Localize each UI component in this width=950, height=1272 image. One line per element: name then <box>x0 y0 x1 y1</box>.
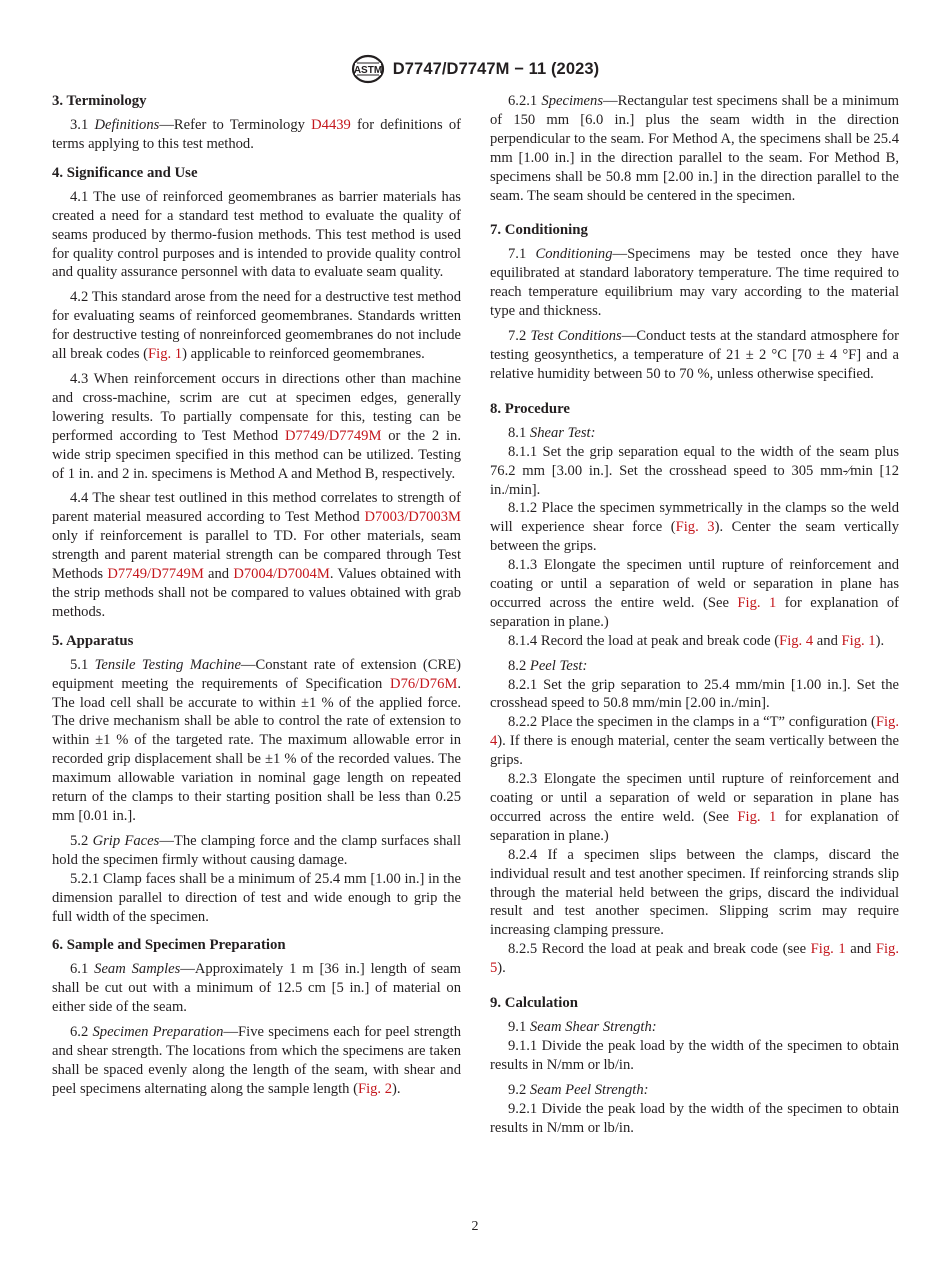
paragraph-9-1-1: 9.1.1 Divide the peak load by the width of the specimen to obtain results in N/mm or lb/in. <box>490 1037 899 1073</box>
paragraph-8-2-2: 8.2.2 Place the specimen in the clamps in a “T” configuration (Fig. 4). If there is enough material, center the seam vertically between the grips. <box>490 714 899 769</box>
link-d7749[interactable]: D7749/D7749M <box>107 566 204 583</box>
paragraph-4-2: 4.2 This standard arose from the need for a destructive test method for evaluating seams of reinforced geomembranes. Standards written for destructive testing of nonreinforced geomembranes do not include all break codes (Fig. 1) applicable to reinforced geomembranes. <box>52 289 461 363</box>
paragraph-8-2-3: 8.2.3 Elongate the specimen until rupture of reinforcement and coating or until a separation of weld or separation in plane has occurred across the entire weld. (See Fig. 1 for explanation of separation in plane.) <box>490 771 900 844</box>
link-fig-1[interactable]: Fig. 1 <box>737 808 777 825</box>
section-heading-sample-prep: 6. Sample and Specimen Preparation <box>52 937 286 954</box>
section-heading-significance: 4. Significance and Use <box>52 164 198 181</box>
paragraph-9-1: 9.1 Seam Shear Strength: <box>508 1019 657 1036</box>
paragraph-4-3: 4.3 When reinforcement occurs in directions other than machine and cross-machine, scrim are cut at specimen edges, generally lowering results. To partially compensate for this, testing can be performed according to Test Method D7749/D7749M or the 2 in. wide strip specimen specified in this method can be utilized. Testing of 1 in. and 2 in. specimens is Method A and Method B, respectively. <box>52 370 461 482</box>
section-heading-terminology: 3. Terminology <box>52 93 147 109</box>
paragraph-8-1: 8.1 Shear Test: <box>508 424 596 441</box>
link-d7003[interactable]: D7003/D7003M <box>364 509 461 526</box>
section-heading-procedure: 8. Procedure <box>490 400 570 417</box>
paragraph-8-1-2: 8.1.2 Place the specimen symmetrically in the clamps so the weld will experience shear force (Fig. 3). Center the seam vertically between the grips. <box>490 500 900 555</box>
paragraph-8-1-4: 8.1.4 Record the load at peak and break code (Fig. 4 and Fig. 1). <box>508 632 885 649</box>
link-d7749[interactable]: D7749/D7749M <box>284 427 382 444</box>
paragraph-6-2: 6.2 Specimen Preparation—Five specimens each for peel strength and shear strength. The locations from which the specimens are taken shall be spaced evenly along the length of the seam, with shear and peel specimens alternating along the sample length (Fig. 2). <box>52 1024 461 1097</box>
link-fig-1[interactable]: Fig. 1 <box>148 346 183 363</box>
link-fig-5[interactable]: Fig. 5 <box>490 941 900 977</box>
paragraph-9-2: 9.2 Seam Peel Strength: <box>508 1081 649 1098</box>
section-heading-calculation: 9. Calculation <box>490 995 578 1012</box>
link-fig-3[interactable]: Fig. 3 <box>675 519 715 536</box>
link-d76[interactable]: D76/D76M <box>390 675 458 692</box>
link-d4439[interactable]: D4439 <box>311 117 351 133</box>
svg-text:ASTM: ASTM <box>353 65 382 76</box>
link-fig-4[interactable]: Fig. 4 <box>779 632 814 649</box>
paragraph-8-2: 8.2 Peel Test: <box>508 657 588 674</box>
paragraph-8-2-5: 8.2.5 Record the load at peak and break code (see Fig. 1 and Fig. 5). <box>490 941 900 977</box>
paragraph-8-2-4: 8.2.4 If a specimen slips between the clamps, discard the individual result and test another specimen. If reinforcing strands slip through the material held between the grips, discard the individual result and test another specimen. Slipping scrim may require increasing clamping pressure. <box>490 846 899 939</box>
paragraph-4-1: 4.1 The use of reinforced geomembranes as barrier materials has created a need for a standard test method to evaluate the quality of seams produced by thermo-fusion methods. This test method is used for quality control purposes and is intended to provide quality control and quality assurance personnel with data to evaluate seam quality. <box>52 188 461 281</box>
paragraph-3-1: 3.1 Definitions—Refer to Terminology D4439 for definitions of terms applying to this test method. <box>52 117 461 152</box>
left-column <box>52 92 461 1099</box>
standard-designation: D7747/D7747M − 11 (2023) <box>392 59 600 78</box>
paragraph-7-2: 7.2 Test Conditions—Conduct tests at the standard atmosphere for testing geosynthetics, a temperature of 21 ± 2 °C [70 ± 4 °F] and a relative humidity between 50 to 70 %, unless otherwise specified. <box>490 328 900 382</box>
link-fig-1[interactable]: Fig. 1 <box>737 594 777 611</box>
paragraph-5-1: 5.1 Tensile Testing Machine—Constant rate of extension (CRE) equipment meeting the requirements of Specification D76/D76M. The load cell shall be accurate to within ±1 % of the applied force. The drive mechanism shall be able to control the rate of extension to within ±1 % of the targeted rate. The maximum allowable error in recorded grip displacement shall be ±1 % of the recorded values. The maximum allowable variation in nominal gage length on repeated return of the clamps to their starting position shall be less than 0.25 mm [0.01 in.]. <box>52 656 461 824</box>
paragraph-5-2: 5.2 Grip Faces—The clamping force and the clamp surfaces shall hold the specimen firmly without causing damage. <box>52 832 461 868</box>
right-column <box>490 92 899 1138</box>
paragraph-8-1-1: 8.1.1 Set the grip separation equal to the width of the seam plus 76.2 mm [3.00 in.]. Set the crosshead speed to 305 mm-⁄min [12 in./min]. <box>490 443 899 498</box>
paragraph-9-2-1: 9.2.1 Divide the peak load by the width of the specimen to obtain results in N/mm or lb/in. <box>490 1100 899 1136</box>
page-header <box>0 52 950 86</box>
paragraph-4-4: 4.4 The shear test outlined in this method correlates to strength of parent material measured according to Test Method D7003/D7003M only if reinforcement is parallel to TD. For other materials, seam strength and parent material strength can be compared through Test Methods D7749/D7749M and D7004/D7004M. Values obtained with the strip methods shall not be compared to values obtained with grab methods. <box>52 490 461 620</box>
paragraph-5-2-1: 5.2.1 Clamp faces shall be a minimum of 25.4 mm [1.00 in.] in the dimension parallel to direction of test and wide enough to grip the full width of the specimen. <box>52 870 461 925</box>
paragraph-8-1-3: 8.1.3 Elongate the specimen until rupture of reinforcement and coating or until a separation of weld or separation in plane has occurred across the entire weld. (See Fig. 1 for explanation of separation in plane.) <box>490 557 900 630</box>
link-fig-1[interactable]: Fig. 1 <box>810 941 846 958</box>
paragraph-7-1: 7.1 Conditioning—Specimens may be tested once they have equilibrated at standard laboratory temperature. The time required to reach temperature equilibrium may vary according to the material type and thickness. <box>490 246 899 320</box>
section-heading-conditioning: 7. Conditioning <box>490 222 588 239</box>
page-number: 2 <box>471 1219 479 1234</box>
astm-logo-icon <box>351 54 385 84</box>
paragraph-6-2-1: 6.2.1 Specimens—Rectangular test specimens shall be a minimum of 150 mm [6.0 in.] plus the seam width in the direction perpendicular to the seam. For Method A, the specimens shall be 25.4 mm [1.00 in.] in the direction parallel to the seam. For Method B, specimens shall be 50.8 mm [2.00 in.] in the direction parallel to the seam. The seam should be centered in the specimen. <box>490 93 899 204</box>
link-fig-4[interactable]: Fig. 4 <box>490 714 899 750</box>
section-heading-apparatus: 5. Apparatus <box>52 632 134 649</box>
link-fig-1[interactable]: Fig. 1 <box>841 632 876 649</box>
link-d7004[interactable]: D7004/D7004M <box>233 566 330 583</box>
paragraph-6-1: 6.1 Seam Samples—Approximately 1 m [36 in.] length of seam shall be cut out with a minimum of 12.5 cm [5 in.] of material on either side of the seam. <box>52 961 461 1016</box>
link-fig-2[interactable]: Fig. 2 <box>357 1080 393 1097</box>
paragraph-8-2-1: 8.2.1 Set the grip separation to 25.4 mm/min [1.00 in.]. Set the crosshead speed to 50.8 mm/min [2.00 in./min]. <box>490 676 899 712</box>
